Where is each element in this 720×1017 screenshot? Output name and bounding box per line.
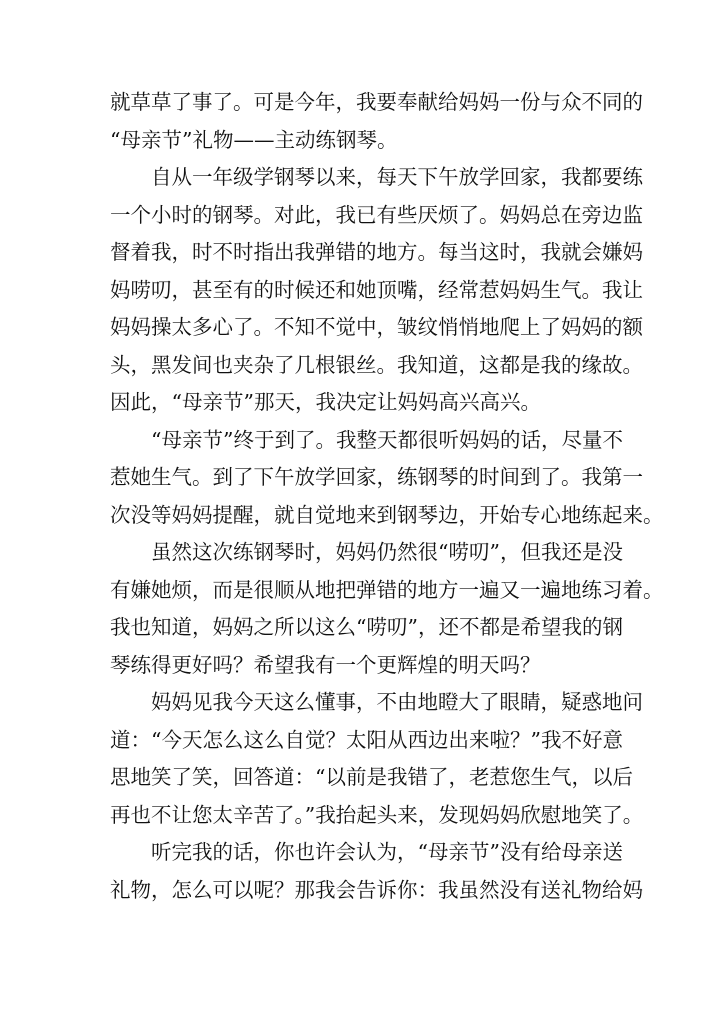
text-line: 次没等妈妈提醒，就自觉地来到钢琴边，开始专心地练起来。 xyxy=(110,502,664,527)
essay-body xyxy=(110,84,664,909)
text-line: 妈唠叨，甚至有的时候还和她顶嘴，经常惹妈妈生气。我让 xyxy=(110,277,643,302)
text-line: 我也知道，妈妈之所以这么“唠叨”，还不都是希望我的钢 xyxy=(110,615,623,639)
text-line: 督着我，时不时指出我弹错的地方。每当这时，我就会嫌妈 xyxy=(110,240,643,264)
paragraph-first-line: 听完我的话，你也许会认为，“母亲节”没有给母亲送 xyxy=(151,840,623,864)
text-line: 妈妈操太多心了。不知不觉中，皱纹悄悄地爬上了妈妈的额 xyxy=(110,315,643,339)
paragraph-first-line: 自从一年级学钢琴以来，每天下午放学回家，我都要练 xyxy=(151,165,643,189)
paragraph-first-line: 虽然这次练钢琴时，妈妈仍然很“唠叨”，但我还是没 xyxy=(151,540,623,564)
text-line: 一个小时的钢琴。对此，我已有些厌烦了。妈妈总在旁边监 xyxy=(110,202,643,227)
paragraph-first-line: 妈妈见我今天这么懂事，不由地瞪大了眼睛，疑惑地问 xyxy=(151,690,643,714)
text-line: 道：“今天怎么这么自觉？太阳从西边出来啦？”我不好意 xyxy=(110,727,623,752)
paragraph-first-line: “母亲节”终于到了。我整天都很听妈妈的话，尽量不 xyxy=(151,427,623,452)
text-line: 思地笑了笑，回答道：“以前是我错了，老惹您生气，以后 xyxy=(110,765,633,789)
text-line: 惹她生气。到了下午放学回家，练钢琴的时间到了。我第一 xyxy=(110,465,643,489)
text-line: “母亲节”礼物——主动练钢琴。 xyxy=(110,127,398,152)
text-line: 有嫌她烦，而是很顺从地把弹错的地方一遍又一遍地练习着。 xyxy=(110,577,664,602)
text-line: 就草草了事了。可是今年，我要奉献给妈妈一份与众不同的 xyxy=(110,90,643,114)
text-line: 礼物，怎么可以呢？那我会告诉你：我虽然没有送礼物给妈 xyxy=(110,877,643,902)
text-line: 因此，“母亲节”那天，我决定让妈妈高兴高兴。 xyxy=(110,390,541,414)
text-line: 头，黑发间也夹杂了几根银丝。我知道，这都是我的缘故。 xyxy=(110,352,643,377)
text-line: 琴练得更好吗？希望我有一个更辉煌的明天吗？ xyxy=(110,652,541,677)
text-line: 再也不让您太辛苦了。”我抬起头来，发现妈妈欣慰地笑了。 xyxy=(110,802,644,827)
